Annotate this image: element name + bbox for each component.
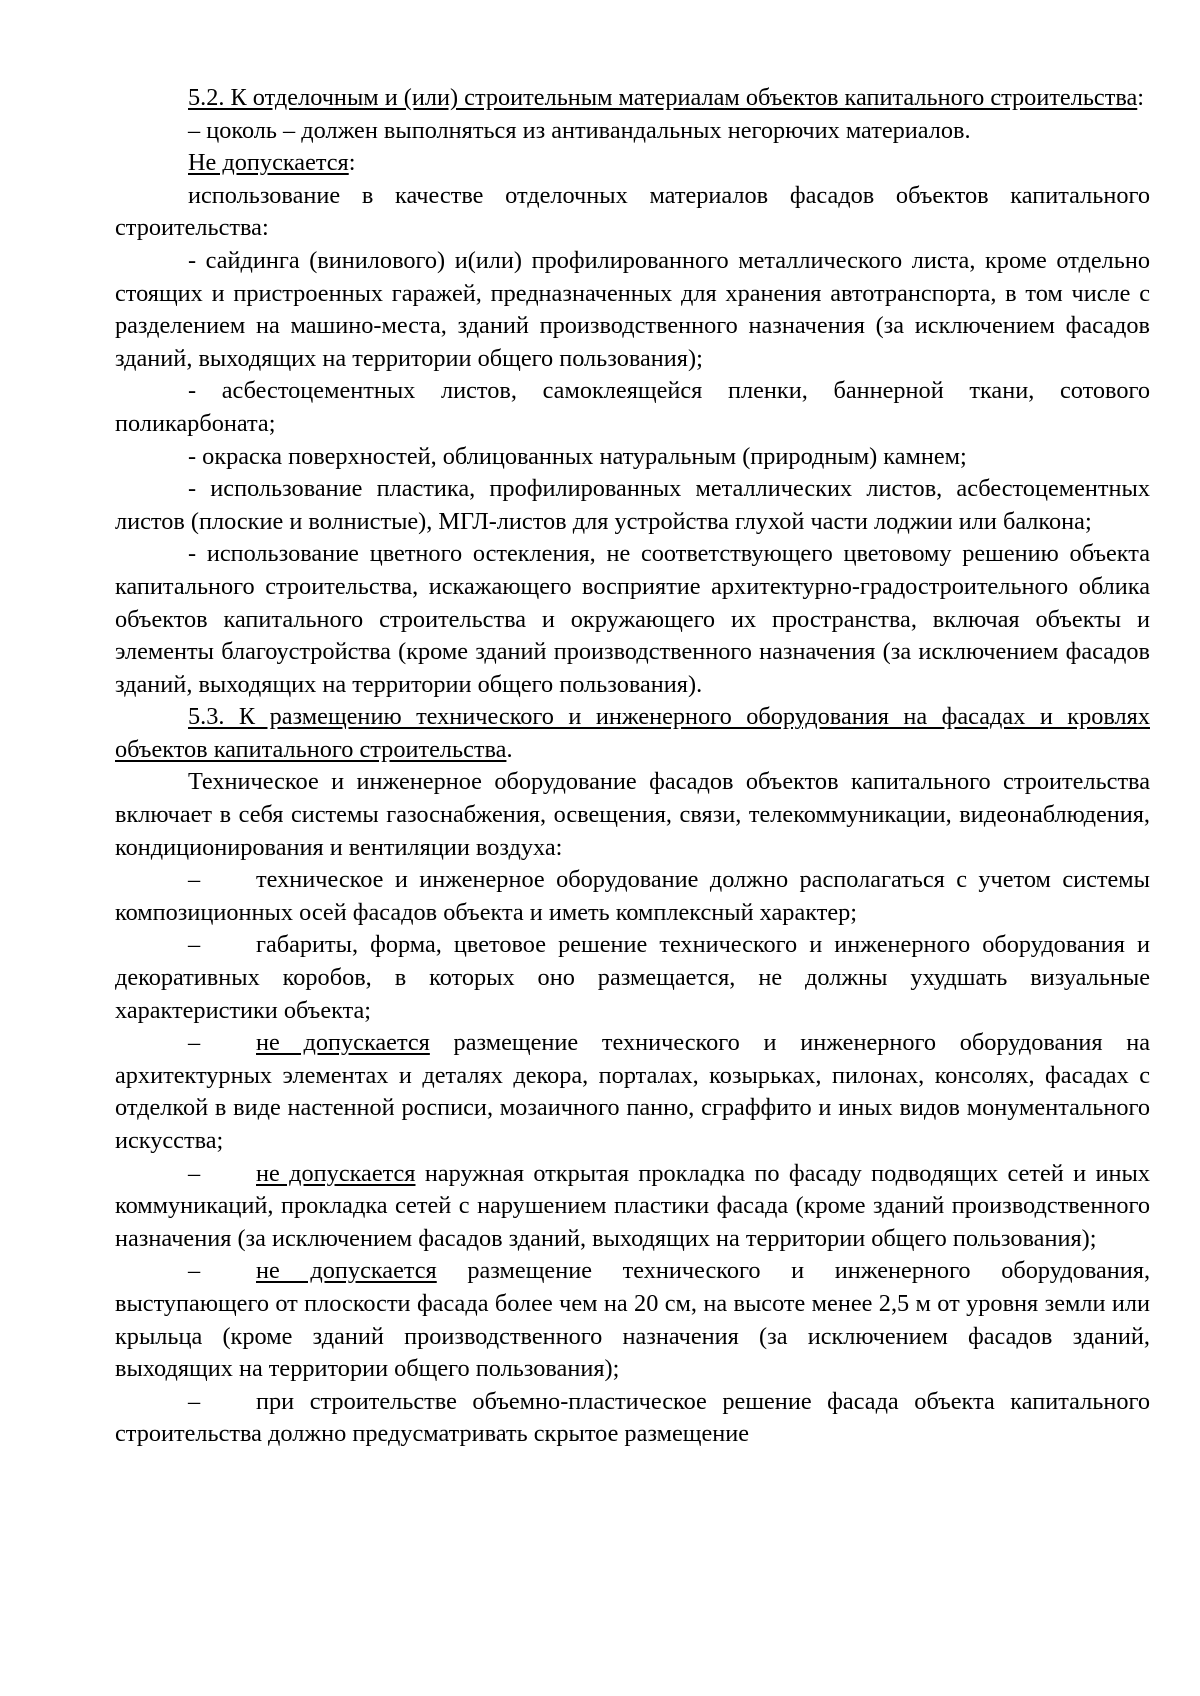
equipment-item-text: наружная открытая прокладка по фасаду подводящих сетей и иных коммуникаций, прокладка сетей с нарушением пластики фасада (кроме зданий производственного назначения (за исключением фасадов зданий, выходящих на территории общего пользования); xyxy=(115,1159,1150,1252)
equipment-item-text: размещение технического и инженерного оборудования на архитектурных элементах и деталях декора, порталах, козырьках, пилонах, консолях, фасадах с отделкой в виде настенной росписи, мозаичного панно, сграффито и иных видов монументального искусства; xyxy=(115,1029,1151,1154)
list-dash: – xyxy=(188,1387,201,1415)
equipment-item-text: габариты, форма, цветовое решение технического и инженерного оборудования и декоративных коробов, в которых оно размещается, не должны ухудшать визуальные характеристики объекта; xyxy=(115,931,1150,1024)
materials-item-balcony: - использование пластика, профилированных металлических листов, асбестоцементных листов (плоские и волнистые), МГЛ-листов для устройства глухой части лоджии или балкона; xyxy=(115,475,1150,535)
equipment-intro: Техническое и инженерное оборудование фасадов объектов капитального строительства включает в себя системы газоснабжения, освещения, связи, телекоммуникации, видеонаблюдения, кондиционирования и вентиляции воздуха: xyxy=(115,768,1150,861)
equipment-item-text: техническое и инженерное оборудование должно располагаться с учетом системы композиционных осей фасадов объекта и иметь комплексный характер; xyxy=(115,866,1150,926)
section-5-3-heading-tail: . xyxy=(506,735,513,763)
equipment-item xyxy=(115,864,1150,929)
equipment-item xyxy=(115,1158,1150,1256)
equipment-item xyxy=(115,1386,1150,1451)
section-5-2-heading-tail: : xyxy=(1137,84,1145,111)
equipment-item xyxy=(115,1027,1150,1157)
materials-item-stone-painting: - окраска поверхностей, облицованных натуральным (природным) камнем; xyxy=(188,442,967,470)
section-5-3-heading-text: 5.3. К размещению технического и инженерного оборудования на фасадах и кровлях объектов капитального строительства xyxy=(115,703,1150,763)
section-5-2-heading xyxy=(115,82,1150,115)
section-5-2-heading-text: 5.2. К отделочным и (или) строительным материалам объектов капитального строительства xyxy=(188,84,1138,111)
not-allowed-emphasis: не допускается xyxy=(256,1257,437,1285)
equipment-item-text: размещение технического и инженерного оборудования, выступающего от плоскости фасада более чем на 20 см, на высоте менее 2,5 м от уровня земли или крыльца (кроме зданий производственного назначения (за исключением фасадов зданий, выходящих на территории общего пользования); xyxy=(115,1257,1151,1383)
materials-item-glazing: - использование цветного остекления, не соответствующего цветовому решению объекта капитального строительства, искажающего восприятие архитектурно-градостроительного облика объектов капитального строительства и окружающего их пространства, включая объекты и элементы благоустройства (кроме зданий производственного назначения (за исключением фасадов зданий, выходящих на территории общего пользования). xyxy=(115,540,1150,698)
not-allowed-label-text: Не допускается xyxy=(188,149,349,177)
materials-item-siding: - сайдинга (винилового) и(или) профилированного металлического листа, кроме отдельно стоящих и пристроенных гаражей, предназначенных для хранения автотранспорта, в том числе с разделением на машино-места, зданий производственного назначения (за исключением фасадов зданий, выходящих на территории общего пользования); xyxy=(115,246,1150,372)
equipment-item xyxy=(115,929,1150,1027)
not-allowed-emphasis: не допускается xyxy=(256,1029,430,1057)
plinth-paragraph: – цоколь – должен выполняться из антивандальных негорючих материалов. xyxy=(188,116,971,144)
list-dash: – xyxy=(188,1029,201,1057)
equipment-item-text: при строительстве объемно-пластическое решение фасада объекта капитального строительства должно предусматривать скрытое размещение xyxy=(115,1387,1150,1448)
list-dash: – xyxy=(188,866,201,894)
materials-item-asbestos: - асбестоцементных листов, самоклеящейся пленки, баннерной ткани, сотового поликарбоната; xyxy=(115,377,1150,437)
equipment-item xyxy=(115,1255,1150,1385)
section-5-3-heading xyxy=(115,701,1150,766)
list-dash: – xyxy=(188,931,201,959)
not-allowed-label xyxy=(115,147,1150,180)
not-allowed-emphasis: не допускается xyxy=(256,1159,416,1187)
document-page xyxy=(115,82,1150,1451)
list-dash: – xyxy=(188,1257,201,1285)
materials-intro: использование в качестве отделочных материалов фасадов объектов капитального строительства: xyxy=(115,181,1150,242)
not-allowed-label-tail: : xyxy=(348,149,356,177)
list-dash: – xyxy=(188,1159,201,1187)
